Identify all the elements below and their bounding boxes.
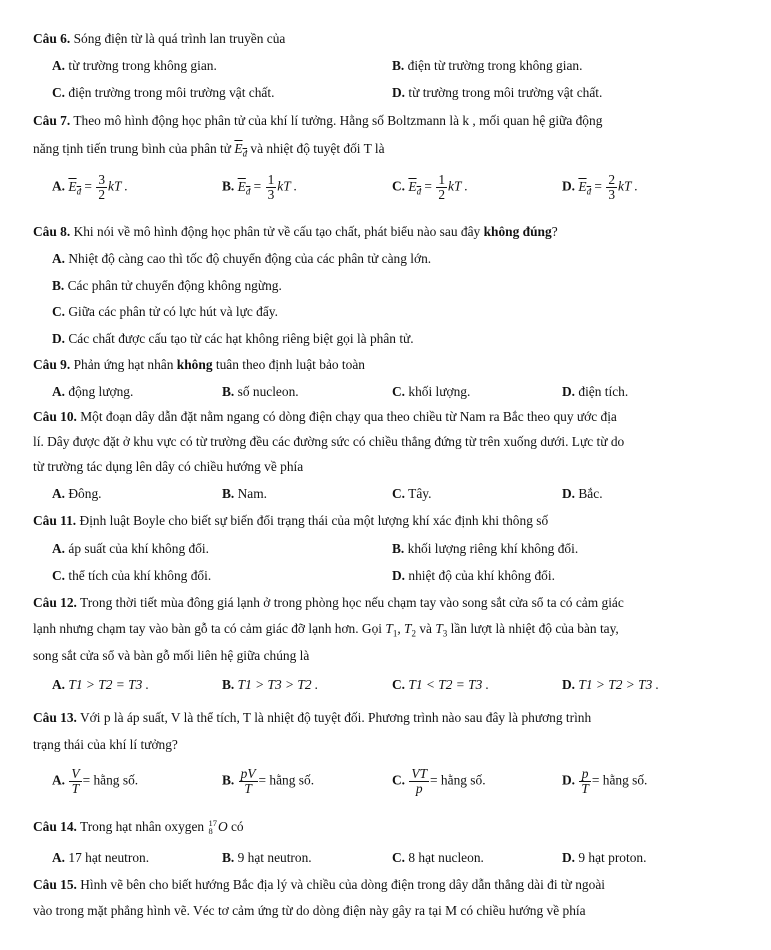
question-7: Câu 7. Theo mô hình động học phân tử của khí lí tưởng. Hằng số Boltzmann là k , mối quan hệ giữa động <box>33 113 603 128</box>
q13-option-b: B. $\frac{pV}{T}$ = hằng số. <box>222 766 315 797</box>
question-6: Câu 6. Sóng điện từ là quá trình lan truyền của <box>33 31 286 46</box>
q11-option-a: A. áp suất của khí không đổi. <box>52 541 209 556</box>
q13-option-d: D. $\frac{p}{T}$ = hằng số. <box>562 766 648 797</box>
question-11: Câu 11. Định luật Boyle cho biết sự biến đổi trạng thái của một lượng khí xác định khi thông số <box>33 513 549 528</box>
q7-option-c: C. $E_đ$ = $\frac{1}{2}$ kT . <box>392 172 468 203</box>
q10-option-c: C. Tây. <box>392 486 432 501</box>
q8-option-a: A. Nhiệt độ càng cao thì tốc độ chuyển động của các phân tử càng lớn. <box>52 251 432 266</box>
mean-energy-symbol: $E_đ$ <box>234 141 248 159</box>
q7-option-a: A. $E_đ$ = $\frac{3}{2}$ kT . <box>52 172 128 203</box>
q8-option-c: C. Giữa các phân tử có lực hút và lực đẩy. <box>52 304 278 319</box>
q6-option-a: A. từ trường trong không gian. <box>52 58 217 73</box>
q14-option-a: A. 17 hạt neutron. <box>52 850 150 865</box>
q8-option-b: B. Các phân tử chuyển động không ngừng. <box>52 278 282 293</box>
q9-option-c: C. khối lượng. <box>392 384 471 399</box>
question-9: Câu 9. Phản ứng hạt nhân không tuân theo định luật bảo toàn <box>33 357 365 372</box>
q12-option-a: A. T1 > T2 = T3 . <box>52 677 149 692</box>
q11-option-d: D. nhiệt độ của khí không đổi. <box>392 568 555 583</box>
q12-option-c: C. T1 < T2 = T3 . <box>392 677 489 692</box>
q7-option-d: D. $E_đ$ = $\frac{2}{3}$ kT . <box>562 172 638 203</box>
q14-option-d: D. 9 hạt proton. <box>562 850 647 865</box>
question-12-line3: song sắt cửa sổ và bàn gỗ mối liên hệ giữa chúng là <box>33 648 310 663</box>
q13-option-c: C. $\frac{VT}{p}$ = hằng số. <box>392 766 486 797</box>
question-15-line2: vào trong mặt phẳng hình vẽ. Véc tơ cảm ứng từ do dòng điện này gây ra tại M có chiều hướng về phía <box>33 903 586 918</box>
question-10-line3: từ trường tác dụng lên dây có chiều hướng về phía <box>33 459 304 474</box>
q12-option-d: D. T1 > T2 > T3 . <box>562 677 659 692</box>
q10-option-a: A. Đông. <box>52 486 102 501</box>
q9-option-d: D. điện tích. <box>562 384 629 399</box>
question-14: Câu 14. Trong hạt nhân oxygen 17 8 O có <box>33 818 244 836</box>
question-15: Câu 15. Hình vẽ bên cho biết hướng Bắc địa lý và chiều của dòng điện trong dây dẫn thẳng dài đi từ ngoài <box>33 877 605 892</box>
q10-option-b: B. Nam. <box>222 486 268 501</box>
q7-option-b: B. $E_đ$ = $\frac{1}{3}$ kT . <box>222 172 298 203</box>
q10-option-d: D. Bắc. <box>562 486 603 501</box>
question-13-line2: trạng thái của khí lí tưởng? <box>33 737 178 752</box>
question-10: Câu 10. Một đoạn dây dẫn đặt nằm ngang có dòng điện chạy qua theo chiều từ Nam ra Bắc theo quy ước địa <box>33 409 617 424</box>
q12-option-b: B. T1 > T3 > T2 . <box>222 677 319 692</box>
q13-option-a: A. $\frac{V}{T}$ = hằng số. <box>52 766 139 797</box>
oxygen-isotope: 17 8 <box>208 818 217 836</box>
q6-option-d: D. từ trường trong môi trường vật chất. <box>392 85 603 100</box>
q11-option-b: B. khối lượng riêng khí không đổi. <box>392 541 579 556</box>
question-12: Câu 12. Trong thời tiết mùa đông giá lạnh ở trong phòng học nếu chạm tay vào song sắt cửa sổ ta có cảm giác <box>33 595 624 610</box>
question-8: Câu 8. Khi nói về mô hình động học phân tử về cấu tạo chất, phát biểu nào sau đây không đúng? <box>33 224 558 239</box>
q6-option-b: B. điện từ trường trong không gian. <box>392 58 583 73</box>
q6-option-c: C. điện trường trong môi trường vật chất. <box>52 85 275 100</box>
q11-option-c: C. thể tích của khí không đổi. <box>52 568 212 583</box>
q8-option-d: D. Các chất được cấu tạo từ các hạt không riêng biệt gọi là phân tử. <box>52 331 414 346</box>
question-7-line2: năng tịnh tiến trung bình của phân tử $E_đ$ và nhiệt độ tuyệt đối T là <box>33 141 385 159</box>
question-10-line2: lí. Dây được đặt ở khu vực có từ trường đều các đường sức có chiều thẳng đứng từ trên xuống dưới. Lực từ do <box>33 434 625 449</box>
question-12-line2: lạnh nhưng chạm tay vào bàn gỗ ta có cảm giác đỡ lạnh hơn. Gọi $T_1$, $T_2$ và $T_3$ lần lượt là nhiệt độ của bàn tay, <box>33 621 619 639</box>
q9-option-b: B. số nucleon. <box>222 384 299 399</box>
q9-option-a: A. động lượng. <box>52 384 134 399</box>
q14-option-c: C. 8 hạt nucleon. <box>392 850 484 865</box>
q14-option-b: B. 9 hạt neutron. <box>222 850 312 865</box>
question-13: Câu 13. Với p là áp suất, V là thể tích, T là nhiệt độ tuyệt đối. Phương trình nào sau đây là phương trình <box>33 710 592 725</box>
